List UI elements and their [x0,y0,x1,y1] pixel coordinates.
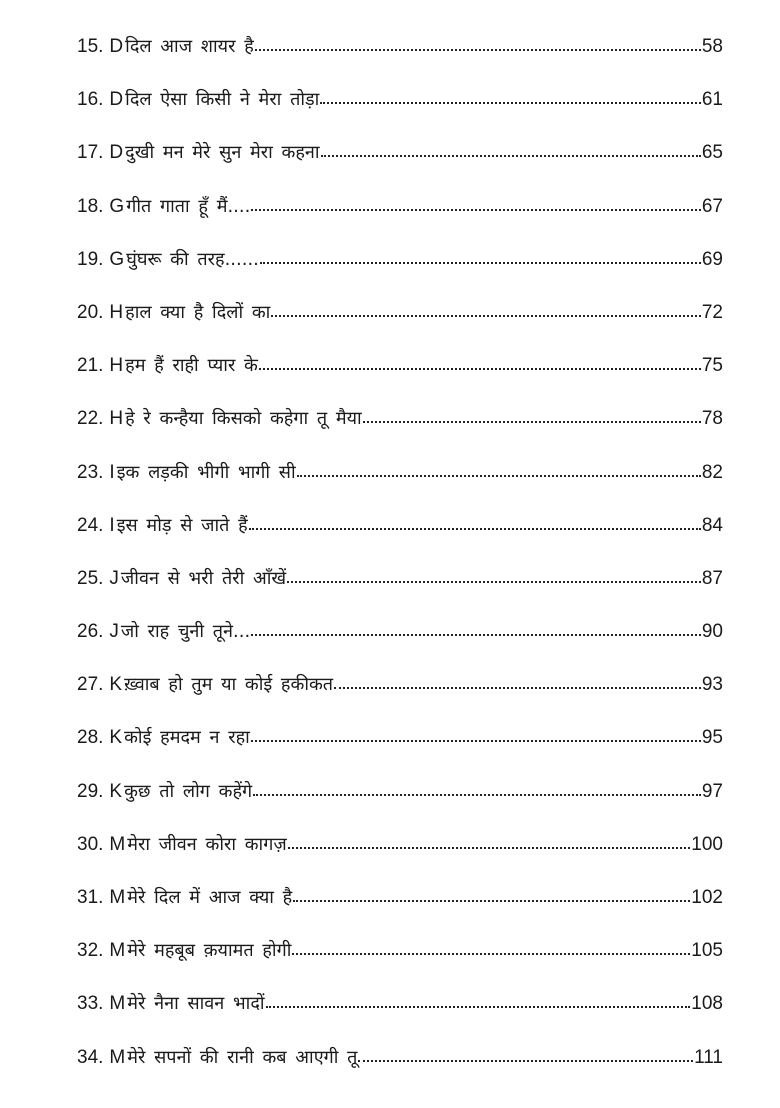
dot-leader [288,836,691,850]
dot-leader [293,889,690,903]
entry-page: 61 [701,89,723,111]
entry-page: 69 [701,248,723,270]
table-of-contents [77,28,723,1092]
entry-page: 84 [701,514,723,536]
dot-leader [287,570,701,584]
dot-leader [334,676,701,690]
toc-entry [77,666,723,719]
toc-entry [77,879,723,932]
entry-title: मेरे दिल में आज क्या है [127,887,293,908]
toc-entry [77,294,723,347]
entry-page: 58 [701,36,723,57]
entry-number: 18. [77,195,104,217]
entry-number: 16. [77,89,104,111]
entry-title: जीवन से भरी तेरी आँखें [120,567,287,589]
entry-number: 27. [77,674,104,696]
toc-entry [77,719,723,772]
entry-page: 95 [701,727,723,749]
entry-letter: M [109,833,126,855]
entry-number: 17. [77,142,104,164]
entry-letter: I [109,461,115,483]
entry-number: 20. [77,301,104,323]
entry-number: 28. [77,727,104,749]
entry-title: जो राह चुनी तूने... [120,621,251,643]
entry-letter: K [109,674,123,696]
toc-entry [77,560,723,613]
entry-page: 97 [701,780,723,802]
entry-letter: H [109,355,124,377]
dot-leader [255,38,701,52]
entry-page: 78 [701,408,723,430]
entry-letter: M [109,940,126,962]
dot-leader [271,304,701,318]
entry-number: 30. [77,833,104,855]
entry-number: 19. [77,248,104,270]
dot-leader [321,144,701,158]
dot-leader [358,1049,693,1063]
entry-title: दुखी मन मेरे सुन मेरा कहना [125,142,320,164]
entry-letter: G [109,195,125,217]
dot-leader [251,729,701,743]
entry-title: मेरे नैना सावन भादों [127,993,265,1015]
entry-title: गीत गाता हूँ मैं.... [126,195,251,217]
entry-letter: M [109,1046,126,1068]
entry-title: हाल क्या है दिलों का [125,301,271,323]
entry-letter: J [109,567,119,589]
entry-letter: K [109,780,123,802]
entry-title: इक लड़की भीगी भागी सी [116,461,296,483]
entry-number: 33. [77,993,104,1015]
entry-letter: J [109,621,119,643]
entry-number: 29. [77,780,104,802]
entry-page: 72 [701,301,723,323]
entry-number: 31. [77,887,104,908]
toc-entry [77,826,723,879]
entry-title: मेरे सपनों की रानी कब आएगी तू [127,1046,358,1068]
toc-entry [77,454,723,507]
toc-entry [77,241,723,294]
entry-page: 82 [701,461,723,483]
dot-leader [320,91,701,105]
entry-page: 65 [701,142,723,164]
entry-page: 67 [701,195,723,217]
toc-entry [77,134,723,187]
entry-title: मेरा जीवन कोरा कागज़ [127,833,287,855]
entry-title: हे रे कन्हैया किसको कहेगा तू मैया [125,408,362,430]
entry-letter: D [109,89,124,111]
entry-title: कोई हमदम न रहा [124,727,250,749]
dot-leader [251,198,701,212]
entry-number: 15. [77,36,104,57]
entry-letter: G [109,248,125,270]
entry-letter: K [109,727,123,749]
entry-title: घुंघरू की तरह...... [126,248,259,270]
toc-entry [77,507,723,560]
entry-page: 111 [694,1046,723,1068]
entry-number: 22. [77,408,104,430]
toc-entry [77,81,723,134]
entry-title: ख़्वाब हो तुम या कोई हकीकत [124,674,334,696]
entry-number: 23. [77,461,104,483]
dot-leader [363,410,701,424]
entry-letter: M [109,993,126,1015]
dot-leader [249,517,701,531]
entry-page: 93 [701,674,723,696]
entry-letter: H [109,408,124,430]
toc-entry [77,400,723,453]
entry-title: मेरे महबूब क़यामत होगी [127,940,292,962]
entry-page: 108 [691,993,723,1015]
dot-leader [260,251,701,265]
entry-number: 24. [77,514,104,536]
entry-number: 25. [77,567,104,589]
dot-leader [253,783,701,797]
entry-page: 100 [691,833,723,855]
entry-letter: M [109,887,126,908]
entry-number: 32. [77,940,104,962]
toc-entry [77,932,723,985]
entry-title: हम हैं राही प्यार के [125,355,258,377]
entry-number: 26. [77,621,104,643]
entry-letter: I [109,514,115,536]
entry-title: कुछ तो लोग कहेंगे [124,780,253,802]
entry-page: 75 [701,355,723,377]
entry-page: 105 [691,940,723,962]
entry-page: 102 [691,887,723,908]
toc-entry [77,985,723,1038]
entry-number: 34. [77,1046,104,1068]
dot-leader [259,357,701,371]
entry-page: 90 [701,621,723,643]
toc-entry [77,1039,723,1092]
entry-title: दिल आज शायर है [125,36,254,57]
dot-leader [292,942,690,956]
entry-number: 21. [77,355,104,377]
toc-entry [77,773,723,826]
entry-title: दिल ऐसा किसी ने मेरा तोड़ा [125,89,320,111]
toc-entry [77,613,723,666]
entry-letter: D [109,142,124,164]
dot-leader [266,995,691,1009]
toc-entry [77,347,723,400]
dot-leader [251,623,701,637]
toc-entry [77,188,723,241]
entry-letter: D [109,36,124,57]
entry-page: 87 [701,567,723,589]
toc-entry [77,28,723,81]
entry-letter: H [109,301,124,323]
entry-title: इस मोड़ से जाते हैं [116,514,248,536]
dot-leader [297,464,701,478]
